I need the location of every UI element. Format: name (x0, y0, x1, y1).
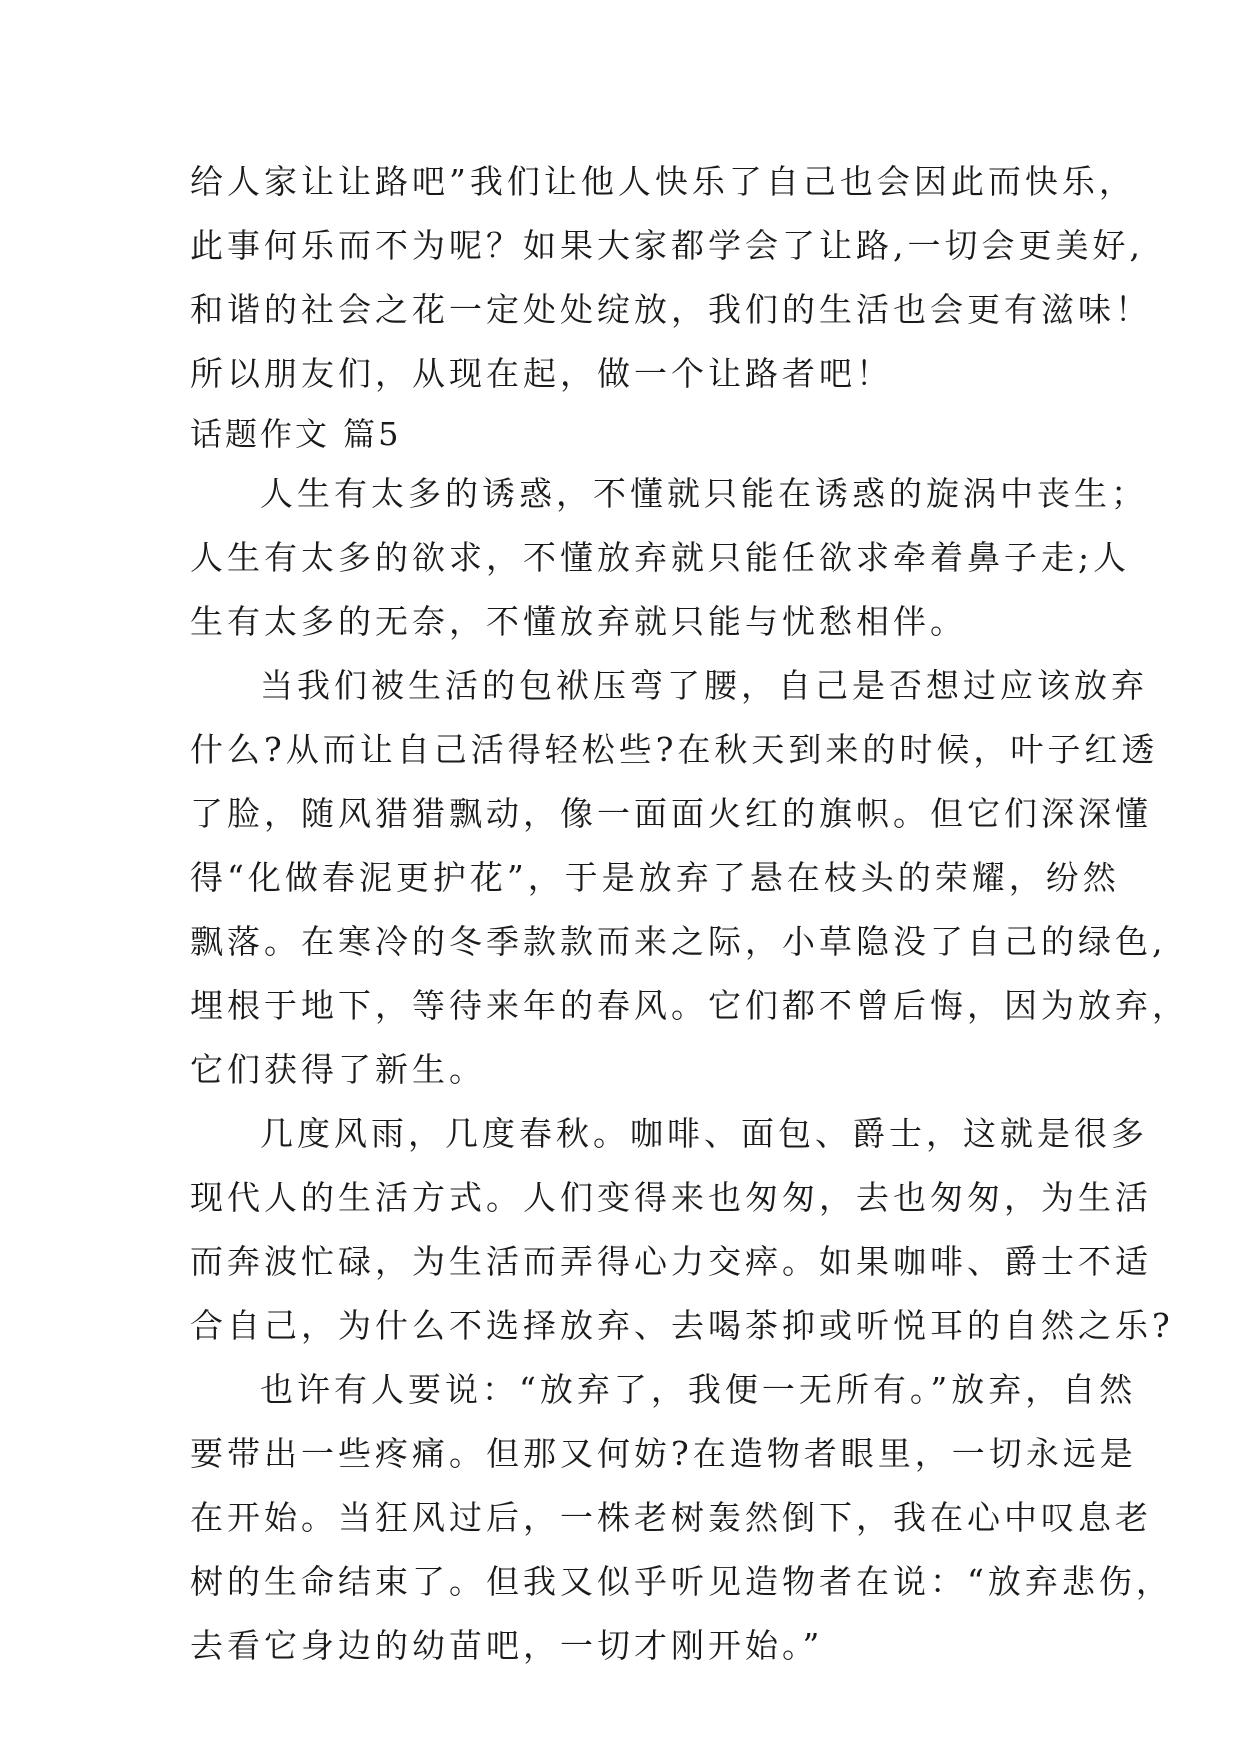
text-line: 飘落。在寒冷的冬季款款而来之际，小草隐没了自己的绿色, (190, 922, 1167, 961)
text-line: 要带出一些疼痛。但那又何妨?在造物者眼里，一切永远是 (190, 1434, 1137, 1473)
text-line: 它们获得了新生。 (190, 1050, 486, 1089)
paragraph-4 (190, 1358, 1173, 1678)
previous-section-ending (190, 150, 1152, 406)
text-line: 而奔波忙碌，为生活而弄得心力交瘁。如果咖啡、爵士不适 (190, 1242, 1152, 1281)
text-line: 得“化做春泥更护花”，于是放弃了悬在枝头的荣耀，纷然 (190, 858, 1120, 897)
text-line: 了脸，随风猎猎飘动，像一面面火红的旗帜。但它们深深懂 (190, 794, 1152, 833)
text-line: 几度风雨，几度春秋。咖啡、面包、爵士，这就是很多 (260, 1114, 1148, 1153)
text-line: 所以朋友们，从现在起，做一个让路者吧！ (190, 354, 893, 393)
text-line: 埋根于地下，等待来年的春风。它们都不曾后悔，因为放弃， (190, 986, 1189, 1025)
text-line: 树的生命结束了。但我又似乎听见造物者在说：“放弃悲伤， (190, 1562, 1173, 1601)
paragraph-1 (190, 462, 1148, 654)
text-line: 人生有太多的欲求，不懂放弃就只能任欲求牵着鼻子走;人 (190, 538, 1131, 577)
paragraph-3 (190, 1102, 1174, 1358)
text-line: 也许有人要说：“放弃了，我便一无所有。”放弃，自然 (260, 1370, 1137, 1409)
text-line: 当我们被生活的包袱压弯了腰，自己是否想过应该放弃 (260, 666, 1148, 705)
text-line: 现代人的生活方式。人们变得来也匆匆，去也匆匆，为生活 (190, 1178, 1152, 1217)
paragraph-2 (190, 654, 1189, 1102)
text-line: 人生有太多的诱惑，不懂就只能在诱惑的旋涡中丧生； (260, 474, 1148, 513)
text-line: 此事何乐而不为呢？如果大家都学会了让路,一切会更美好, (190, 226, 1144, 265)
document-body (190, 150, 1189, 1678)
section-title: 话题作文 篇5 (190, 415, 402, 453)
text-line: 在开始。当狂风过后，一株老树轰然倒下，我在心中叹息老 (190, 1498, 1152, 1537)
text-line: 和谐的社会之花一定处处绽放，我们的生活也会更有滋味！ (190, 290, 1152, 329)
text-line: 合自己，为什么不选择放弃、去喝茶抑或听悦耳的自然之乐? (190, 1306, 1174, 1345)
text-line: 给人家让让路吧”我们让他人快乐了自己也会因此而快乐， (190, 162, 1136, 201)
text-line: 生有太多的无奈，不懂放弃就只能与忧愁相伴。 (190, 602, 967, 641)
text-line: 去看它身边的幼苗吧，一切才刚开始。” (190, 1626, 824, 1665)
text-line: 什么?从而让自己活得轻松些?在秋天到来的时候，叶子红透 (190, 730, 1159, 769)
